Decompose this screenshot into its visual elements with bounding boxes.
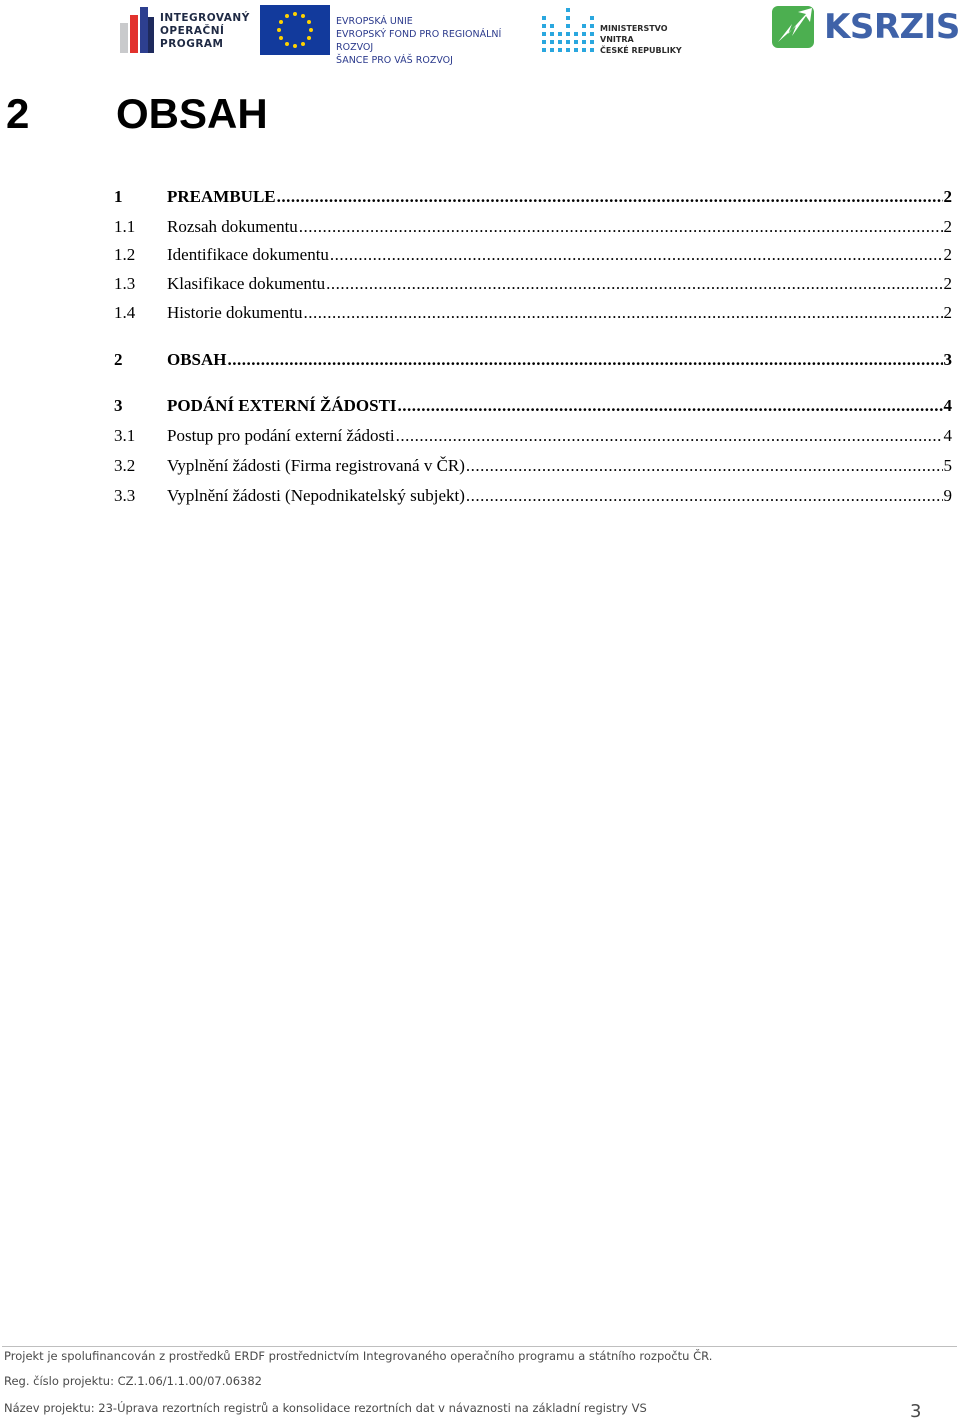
toc-entry[interactable] xyxy=(114,272,952,296)
toc-entry-title: Klasifikace dokumentu xyxy=(167,274,326,293)
toc-entry-number: 3.3 xyxy=(114,486,136,505)
heading-title: OBSAH xyxy=(116,90,268,137)
toc-leader-dots xyxy=(277,185,943,209)
toc-entry-number: 3.1 xyxy=(114,426,136,445)
toc-entry-title: PREAMBULE xyxy=(167,187,276,206)
toc-entry-number: 3.2 xyxy=(114,456,136,475)
toc-entry-page: 4 xyxy=(943,426,952,445)
toc-leader-dots xyxy=(228,348,943,372)
toc-entry[interactable] xyxy=(114,185,952,209)
toc-entry[interactable] xyxy=(114,424,952,448)
eu-logo xyxy=(260,5,535,66)
footer-registration-number: Reg. číslo projektu: CZ.1.06/1.1.00/07.06382 xyxy=(4,1374,262,1388)
toc-entry[interactable] xyxy=(114,454,952,478)
ksrzis-logo-text: KSRZIS xyxy=(824,7,960,47)
toc-leader-dots xyxy=(466,484,943,508)
toc-entry-title: Identifikace dokumentu xyxy=(167,245,329,264)
mv-dots-icon xyxy=(540,6,596,54)
toc-entry-number: 1 xyxy=(114,187,123,206)
toc-entry[interactable] xyxy=(114,215,952,239)
toc-leader-dots xyxy=(304,301,943,325)
iop-bars-icon xyxy=(120,5,156,55)
toc-entry[interactable] xyxy=(114,484,952,508)
toc-entry-page: 2 xyxy=(943,303,952,322)
toc-entry-number: 2 xyxy=(114,350,123,369)
footer-project-name: Název projektu: 23-Úprava rezortních registrů a konsolidace rezortních dat v návaznosti na základní registry VS xyxy=(4,1401,647,1415)
footer-funding-note: Projekt je spolufinancován z prostředků ERDF prostřednictvím Integrovaného operačního programu a státního rozpočtu ČR. xyxy=(4,1349,713,1363)
toc-entry[interactable] xyxy=(114,243,952,267)
mv-cr-logo xyxy=(540,6,690,54)
toc-entry-page: 2 xyxy=(943,245,952,264)
toc-entry[interactable] xyxy=(114,301,952,325)
toc-entry-number: 1.1 xyxy=(114,217,136,236)
toc-entry-page: 2 xyxy=(943,274,952,293)
ksrzis-mark-icon xyxy=(772,4,818,50)
toc-entry-title: Historie dokumentu xyxy=(167,303,303,322)
toc-entry-title: PODÁNÍ EXTERNÍ ŽÁDOSTI xyxy=(167,396,397,415)
toc-entry-title: Rozsah dokumentu xyxy=(167,217,298,236)
toc-entry-title: Vyplnění žádosti (Nepodnikatelský subjekt) xyxy=(167,486,465,505)
toc-entry-page: 4 xyxy=(943,396,952,415)
toc-entry[interactable] xyxy=(114,394,952,418)
toc-entry-page: 2 xyxy=(943,217,952,236)
heading-number: 2 xyxy=(6,90,30,137)
toc-entry-title: Postup pro podání externí žádosti xyxy=(167,426,395,445)
iop-logo xyxy=(120,5,250,55)
toc-entry-page: 5 xyxy=(943,456,952,475)
toc-leader-dots xyxy=(396,424,943,448)
toc-entry-number: 3 xyxy=(114,396,123,415)
toc-entry-page: 2 xyxy=(943,187,952,206)
toc-leader-dots xyxy=(299,215,943,239)
toc-entry-page: 9 xyxy=(943,486,952,505)
toc-entry-title: OBSAH xyxy=(167,350,227,369)
toc-leader-dots xyxy=(326,272,942,296)
footer-divider xyxy=(2,1346,957,1347)
page-number: 3 xyxy=(910,1401,922,1422)
ksrzis-logo xyxy=(772,4,960,52)
toc-leader-dots xyxy=(466,454,943,478)
mv-logo-text: MINISTERSTVO VNITRA ČESKÉ REPUBLIKY xyxy=(600,24,682,55)
toc-entry-number: 1.4 xyxy=(114,303,136,322)
toc-entry-number: 1.3 xyxy=(114,274,136,293)
toc-entry-page: 3 xyxy=(943,350,952,369)
toc-leader-dots xyxy=(330,243,943,267)
eu-logo-text: EVROPSKÁ UNIE EVROPSKÝ FOND PRO REGIONÁLNÍ ROZVOJ ŠANCE PRO VÁŠ ROZVOJ xyxy=(336,16,502,66)
header-logos xyxy=(0,0,960,66)
toc-entry-title: Vyplnění žádosti (Firma registrovaná v ČR) xyxy=(167,456,465,475)
iop-logo-text: INTEGROVANÝ OPERAČNÍ PROGRAM xyxy=(160,12,250,50)
toc-entry[interactable] xyxy=(114,348,952,372)
eu-flag-icon xyxy=(260,5,330,55)
toc-leader-dots xyxy=(398,394,943,418)
toc-entry-number: 1.2 xyxy=(114,245,136,264)
